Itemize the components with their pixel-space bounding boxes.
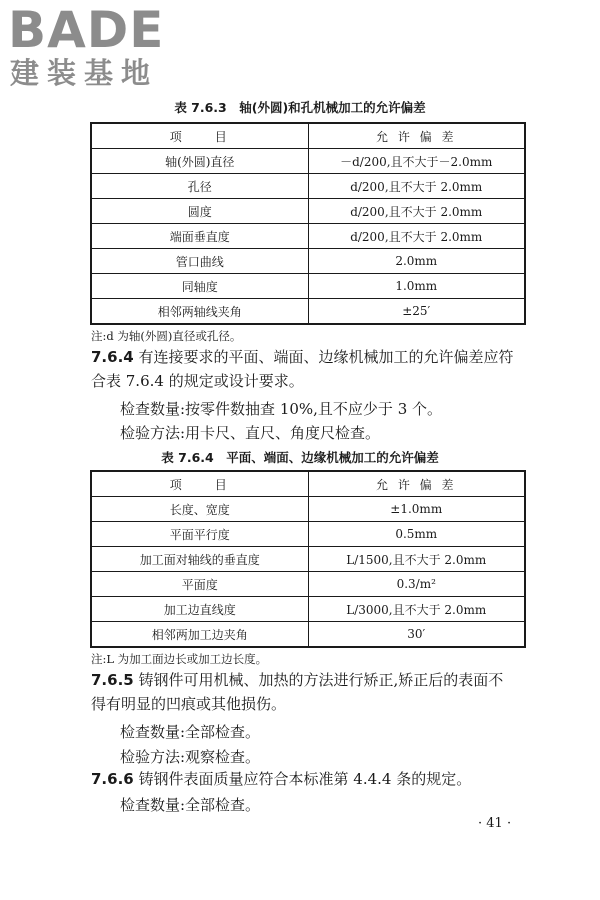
- row-tolerance-cell: d/200,且不大于 2.0mm: [308, 199, 525, 224]
- clause-text-line2: 合表 7.6.4 的规定或设计要求。: [91, 372, 304, 390]
- table-header-row: [91, 123, 525, 149]
- clause-7-6-5-check-quantity: 检查数量:全部检查。: [120, 723, 261, 741]
- table-header-row: [91, 471, 525, 497]
- row-tolerance-cell: d/200,且不大于 2.0mm: [308, 224, 525, 249]
- clause-7-6-4: [91, 345, 531, 393]
- column-header-tolerance: 允 许 偏 差: [308, 471, 525, 497]
- table-row: [91, 249, 525, 274]
- row-item-cell: 长度、宽度: [91, 497, 308, 522]
- table-row: [91, 299, 525, 325]
- clause-text-line2: 得有明显的凹痕或其他损伤。: [91, 695, 287, 713]
- row-item-cell: 管口曲线: [91, 249, 308, 274]
- row-tolerance-cell: 0.5mm: [308, 522, 525, 547]
- row-item-cell: 相邻两加工边夹角: [91, 622, 308, 648]
- table-7-6-3-note: 注:d 为轴(外圆)直径或孔径。: [91, 329, 242, 343]
- logo-brand: BADE: [8, 1, 165, 59]
- row-tolerance-cell: 1.0mm: [308, 274, 525, 299]
- table-7-6-3-caption: 表 7.6.3 轴(外圆)和孔机械加工的允许偏差: [174, 100, 426, 115]
- row-tolerance-cell: ±25′: [308, 299, 525, 325]
- clause-text-line1: 铸钢件表面质量应符合本标准第 4.4.4 条的规定。: [138, 770, 472, 788]
- clause-7-6-4-check-method: 检验方法:用卡尺、直尺、角度尺检查。: [120, 424, 381, 442]
- row-item-cell: 同轴度: [91, 274, 308, 299]
- clause-number: 7.6.5: [91, 671, 134, 689]
- row-item-cell: 平面平行度: [91, 522, 308, 547]
- table-row: [91, 547, 525, 572]
- row-tolerance-cell: L/3000,且不大于 2.0mm: [308, 597, 525, 622]
- table-row: [91, 274, 525, 299]
- table-7-6-4-note: 注:L 为加工面边长或加工边长度。: [91, 652, 268, 666]
- row-item-cell: 轴(外圆)直径: [91, 149, 308, 174]
- clause-text-line1: 铸钢件可用机械、加热的方法进行矫正,矫正后的表面不: [138, 671, 504, 689]
- table-row: [91, 149, 525, 174]
- row-item-cell: 圆度: [91, 199, 308, 224]
- table-row: [91, 572, 525, 597]
- logo-subtitle: 建装基地: [10, 56, 159, 90]
- page-number: · 41 ·: [478, 816, 512, 831]
- row-tolerance-cell: －d/200,且不大于－2.0mm: [308, 149, 525, 174]
- row-item-cell: 平面度: [91, 572, 308, 597]
- clause-number: 7.6.4: [91, 348, 134, 366]
- row-item-cell: 端面垂直度: [91, 224, 308, 249]
- row-tolerance-cell: 30′: [308, 622, 525, 648]
- column-header-item: 项 目: [91, 471, 308, 497]
- row-tolerance-cell: d/200,且不大于 2.0mm: [308, 174, 525, 199]
- row-item-cell: 加工面对轴线的垂直度: [91, 547, 308, 572]
- table-row: [91, 622, 525, 648]
- column-header-tolerance: 允 许 偏 差: [308, 123, 525, 149]
- clause-7-6-5: [91, 668, 531, 716]
- row-item-cell: 孔径: [91, 174, 308, 199]
- row-tolerance-cell: 0.3/m²: [308, 572, 525, 597]
- table-row: [91, 597, 525, 622]
- clause-number: 7.6.6: [91, 770, 134, 788]
- clause-text-line1: 有连接要求的平面、端面、边缘机械加工的允许偏差应符: [138, 348, 514, 366]
- clause-7-6-6-check-quantity: 检查数量:全部检查。: [120, 796, 261, 814]
- table-7-6-4: [90, 470, 526, 648]
- table-7-6-4-caption: 表 7.6.4 平面、端面、边缘机械加工的允许偏差: [161, 450, 439, 465]
- row-tolerance-cell: L/1500,且不大于 2.0mm: [308, 547, 525, 572]
- table-row: [91, 497, 525, 522]
- clause-7-6-6: [91, 767, 531, 791]
- table-row: [91, 224, 525, 249]
- row-item-cell: 相邻两轴线夹角: [91, 299, 308, 325]
- row-tolerance-cell: ±1.0mm: [308, 497, 525, 522]
- row-tolerance-cell: 2.0mm: [308, 249, 525, 274]
- table-7-6-3: [90, 122, 526, 325]
- clause-7-6-5-check-method: 检验方法:观察检查。: [120, 748, 261, 766]
- table-row: [91, 522, 525, 547]
- table-row: [91, 174, 525, 199]
- table-row: [91, 199, 525, 224]
- clause-7-6-4-check-quantity: 检查数量:按零件数抽查 10%,且不应少于 3 个。: [120, 400, 443, 418]
- row-item-cell: 加工边直线度: [91, 597, 308, 622]
- logo: [8, 1, 178, 94]
- column-header-item: 项 目: [91, 123, 308, 149]
